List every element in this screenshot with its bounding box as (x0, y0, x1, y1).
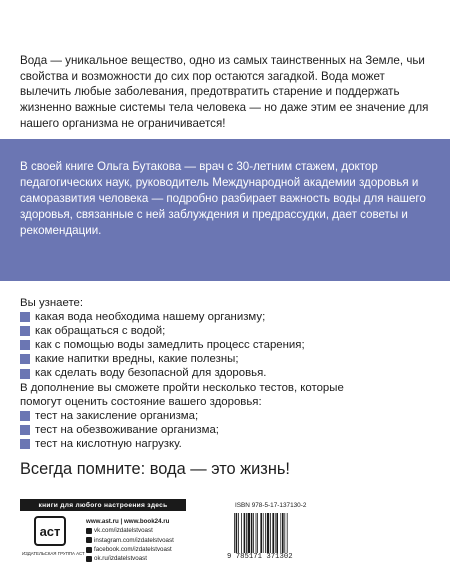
instagram-icon (86, 537, 92, 543)
vk-icon (86, 528, 92, 534)
tests-intro: В дополнение вы сможете пройти несколько тестов, которые помогут оценить состояние вашего здоровья: (20, 381, 344, 408)
square-bullet-icon (20, 425, 30, 435)
social-link: instagram.com/izdatelstvoast (86, 536, 174, 545)
list-item: как сделать воду безопасной для здоровья. (20, 366, 438, 380)
slogan: Всегда помните: вода — это жизнь! (20, 460, 290, 478)
barcode-digits: 9 785171 371302 (227, 553, 293, 561)
list-item: какие напитки вредны, какие полезны; (20, 352, 438, 366)
author-banner (0, 139, 450, 281)
publisher-logo (22, 516, 85, 562)
social-link: vk.com/izdatelstvoast (86, 526, 174, 535)
social-link: ok.ru/izdatelstvoast (86, 554, 174, 563)
square-bullet-icon (20, 340, 30, 350)
author-description: В своей книге Ольга Бутакова — врач с 30-летним стажем, доктор педагогических наук, руководитель Международной академии здоровья и саморазвития человека — подробно разбирает важность воды для нашего здоровья, связанные с ней заблуждения и предрассудки, дает советы и рекомендации. (20, 160, 426, 237)
square-bullet-icon (20, 411, 30, 421)
list-item: как обращаться с водой; (20, 324, 438, 338)
list-item: как с помощью воды замедлить процесс старения; (20, 338, 438, 352)
publisher-links (86, 517, 174, 563)
list-item: тест на обезвоживание организма; (20, 423, 438, 437)
main-sites: www.ast.ru | www.book24.ru (86, 518, 170, 526)
square-bullet-icon (20, 369, 30, 379)
learn-section (20, 296, 438, 451)
learn-heading: Вы узнаете: (20, 297, 84, 309)
isbn-label: ISBN 978-5-17-137130-2 (235, 502, 307, 509)
square-bullet-icon (20, 312, 30, 322)
list-item: какая вода необходима нашему организму; (20, 310, 438, 324)
square-bullet-icon (20, 326, 30, 336)
intro-paragraph: Вода — уникальное вещество, одно из самых таинственных на Земле, чьи свойства и возможности до сих пор остаются загадкой. Вода может вылечить любые заболевания, предотвратить старение и поддержать жизненно важные системы тела человека — но даже этим ее значение для нашего организма не ограничивается! (20, 54, 429, 130)
facebook-icon (86, 547, 92, 553)
logo-caption: ИЗДАТЕЛЬСКАЯ ГРУППА АСТ (22, 551, 85, 556)
odnoklassniki-icon (86, 556, 92, 562)
ast-logo-icon: аст (34, 516, 66, 546)
publisher-tagline: книги для любого настроения здесь (20, 499, 186, 511)
square-bullet-icon (20, 354, 30, 364)
list-item: тест на кислотную нагрузку. (20, 437, 438, 451)
social-link: facebook.com/izdatelstvoast (86, 545, 174, 554)
square-bullet-icon (20, 439, 30, 449)
list-item: тест на закисление организма; (20, 409, 438, 423)
barcode (233, 513, 310, 553)
